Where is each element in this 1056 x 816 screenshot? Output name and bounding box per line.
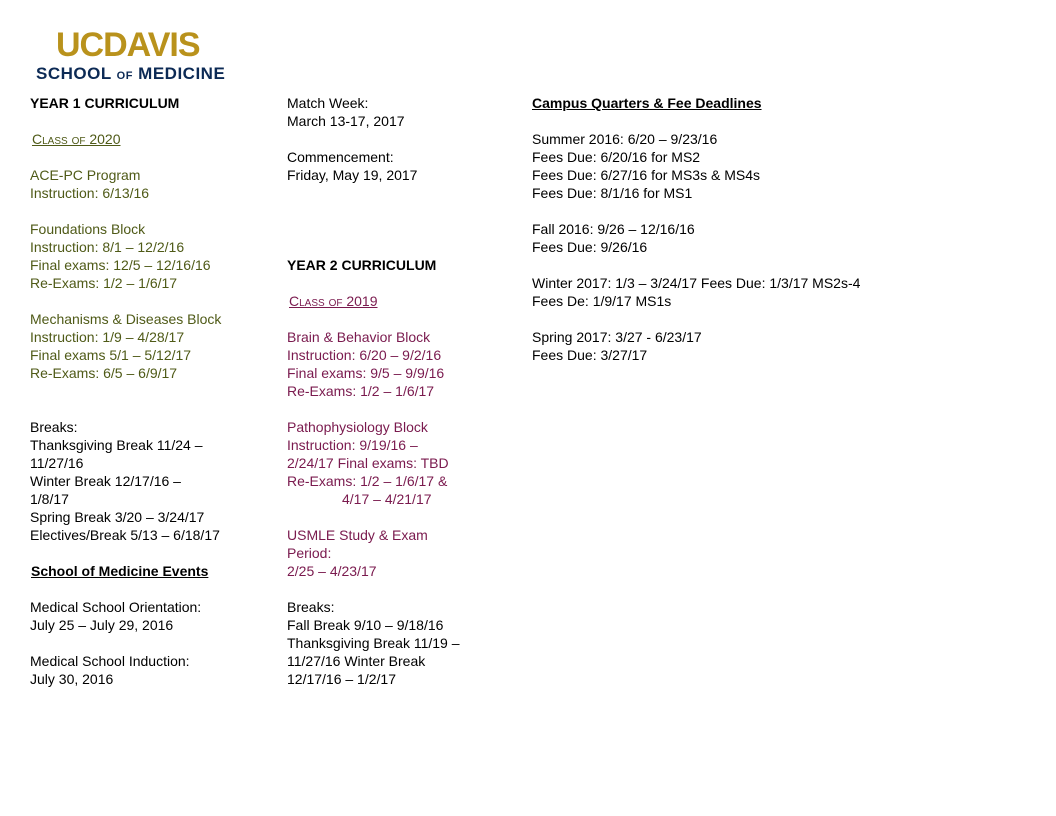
- usmle-dates: 2/25 – 4/23/17: [287, 563, 377, 579]
- campus-line: Winter 2017: 1/3 – 3/24/17 Fees Due: 1/3/17 MS2s-4: [532, 275, 861, 291]
- campus-line: [532, 202, 932, 220]
- campus-line: Fees Due: 3/27/17: [532, 347, 648, 363]
- year1-break-item: Electives/Break 5/13 – 6/18/17: [30, 527, 220, 543]
- campus-lines: [532, 130, 932, 364]
- year1-heading: YEAR 1 CURRICULUM: [30, 95, 180, 111]
- year1-breaks-title: Breaks:: [30, 419, 78, 435]
- patho-reexam-second: 4/17 – 4/21/17: [342, 491, 432, 507]
- column-campus: [532, 94, 932, 364]
- induction-title: Medical School Induction:: [30, 653, 190, 669]
- fall-break: Fall Break 9/10 – 9/18/16: [287, 617, 444, 633]
- foundations-title: Foundations Block: [30, 221, 146, 237]
- match-date: March 13-17, 2017: [287, 113, 405, 129]
- patho-title: Pathophysiology Block: [287, 419, 428, 435]
- year2-other-breaks: Thanksgiving Break 11/19 – 11/27/16 Winter Break 12/17/16 – 1/2/17: [287, 635, 460, 687]
- campus-line: Fees De: 1/9/17 MS1s: [532, 293, 672, 309]
- mechanisms-final: Final exams 5/1 – 5/12/17: [30, 347, 192, 363]
- brain-title: Brain & Behavior Block: [287, 329, 431, 345]
- usmle-title: USMLE Study & Exam Period:: [287, 527, 428, 561]
- year1-break-item: Winter Break 12/17/16 – 1/8/17: [30, 473, 181, 507]
- campus-line: Fees Due: 9/26/16: [532, 239, 648, 255]
- campus-heading: Campus Quarters & Fee Deadlines: [532, 95, 762, 111]
- commencement-date: Friday, May 19, 2017: [287, 167, 418, 183]
- logo-uc-davis-text: UCDAVIS: [56, 26, 200, 64]
- mechanisms-reexam: Re-Exams: 6/5 – 6/9/17: [30, 365, 178, 381]
- campus-line: Summer 2016: 6/20 – 9/23/16: [532, 131, 718, 147]
- year2-heading: YEAR 2 CURRICULUM: [287, 257, 437, 273]
- brain-instruction: Instruction: 6/20 – 9/2/16: [287, 347, 442, 363]
- year1-class-label: Class of 2020: [32, 131, 121, 147]
- mechanisms-instruction: Instruction: 1/9 – 4/28/17: [30, 329, 185, 345]
- logo-school-of-medicine-text: SCHOOL OF MEDICINE: [36, 64, 226, 83]
- match-title: Match Week:: [287, 95, 369, 111]
- brain-reexam: Re-Exams: 1/2 – 1/6/17: [287, 383, 435, 399]
- orientation-date: July 25 – July 29, 2016: [30, 617, 174, 633]
- commencement-title: Commencement:: [287, 149, 394, 165]
- year2-breaks-title: Breaks:: [287, 599, 335, 615]
- campus-line: Fees Due: 8/1/16 for MS1: [532, 185, 693, 201]
- events-heading: School of Medicine Events: [31, 563, 209, 579]
- year1-break-item: Thanksgiving Break 11/24 – 11/27/16: [30, 437, 203, 471]
- mechanisms-title: Mechanisms & Diseases Block: [30, 311, 222, 327]
- year2-class-label: Class of 2019: [289, 293, 378, 309]
- campus-line: [532, 310, 932, 328]
- uc-davis-logo: [36, 28, 242, 84]
- induction-date: July 30, 2016: [30, 671, 114, 687]
- campus-line: Fees Due: 6/20/16 for MS2: [532, 149, 701, 165]
- column-year2: [287, 94, 482, 688]
- campus-line: Spring 2017: 3/27 - 6/23/17: [532, 329, 702, 345]
- year1-break-item: Spring Break 3/20 – 3/24/17: [30, 509, 205, 525]
- orientation-title: Medical School Orientation:: [30, 599, 202, 615]
- patho-instruction: Instruction: 9/19/16 – 2/24/17 Final exams: TBD: [287, 437, 449, 471]
- campus-line: [532, 256, 932, 274]
- acepc-title: ACE-PC Program: [30, 167, 141, 183]
- foundations-final: Final exams: 12/5 – 12/16/16: [30, 257, 211, 273]
- column-year1: [30, 94, 260, 688]
- campus-line: Fees Due: 6/27/16 for MS3s & MS4s: [532, 167, 760, 183]
- foundations-instruction: Instruction: 8/1 – 12/2/16: [30, 239, 185, 255]
- brain-final: Final exams: 9/5 – 9/9/16: [287, 365, 445, 381]
- foundations-reexam: Re-Exams: 1/2 – 1/6/17: [30, 275, 178, 291]
- patho-reexam: Re-Exams: 1/2 – 1/6/17 &: [287, 473, 448, 489]
- acepc-instruction: Instruction: 6/13/16: [30, 185, 150, 201]
- campus-line: Fall 2016: 9/26 – 12/16/16: [532, 221, 695, 237]
